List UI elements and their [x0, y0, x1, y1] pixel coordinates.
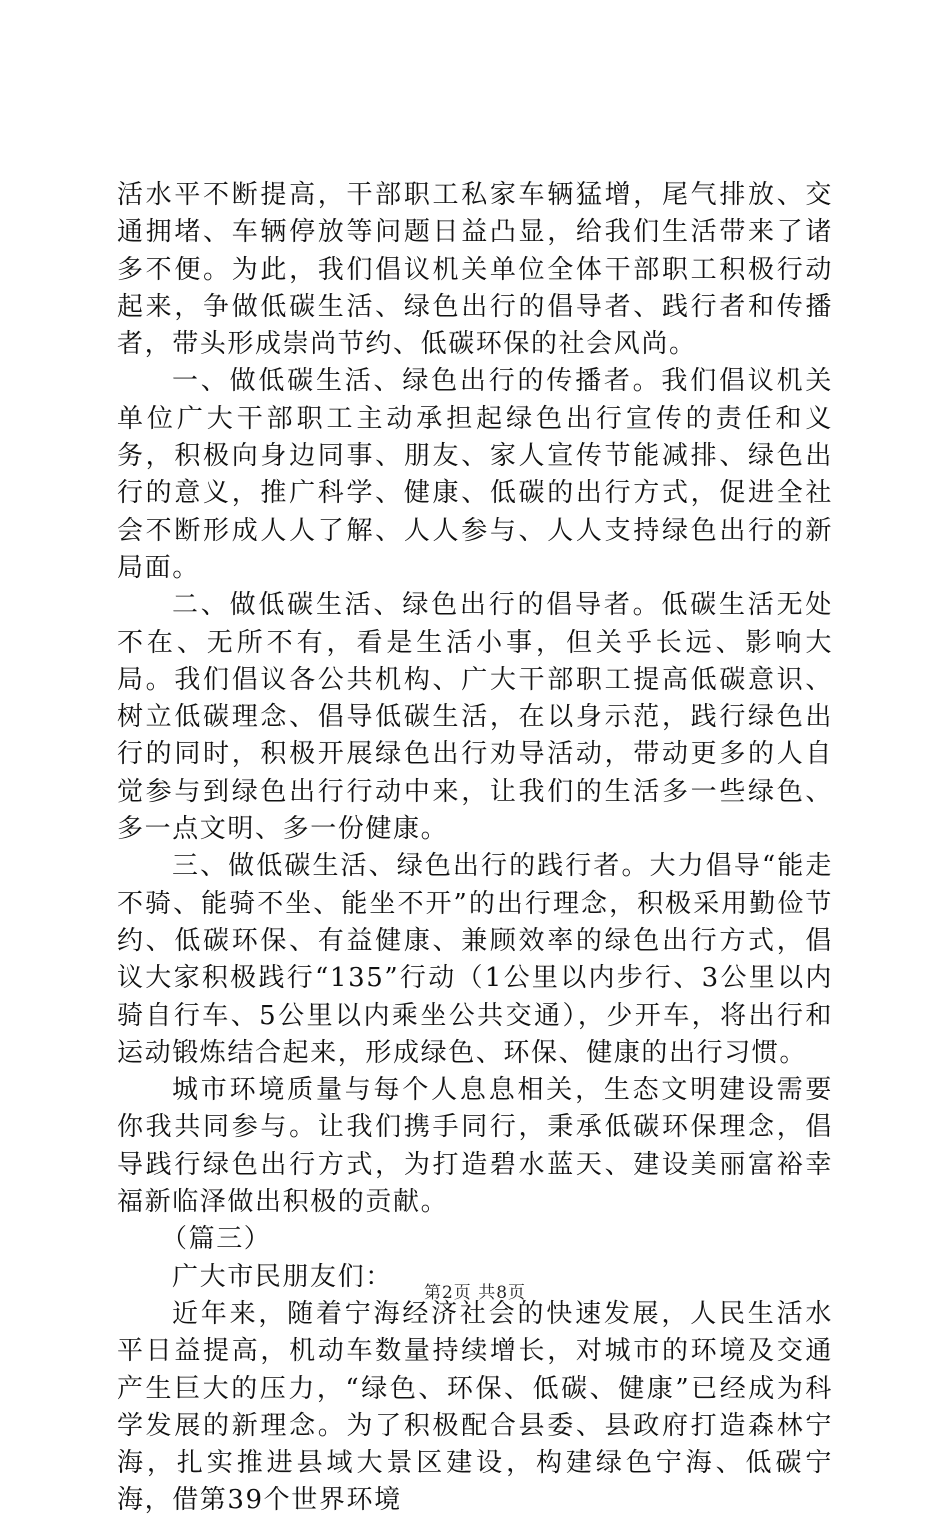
paragraph-intro: 近年来，随着宁海经济社会的快速发展，人民生活水平日益提高，机动车数量持续增长，对城市的环境及交通产生巨大的压力，“绿色、环保、低碳、健康”已经成为科学发展的新理念。为了积极配合县委、县政府打造森林宁海，扎实推进县域大景区建设，构建绿色宁海、低碳宁海，借第39个世界环境: [117, 1298, 833, 1516]
page-footer: 第2页 共8页: [423, 1283, 527, 1303]
paragraph-section-two: 二、做低碳生活、绿色出行的倡导者。低碳生活无处不在、无所不有，看是生活小事，但关乎长远、影响大局。我们倡议各公共机构、广大干部职工提高低碳意识、树立低碳理念、倡导低碳生活，在以身示范，践行绿色出行的同时，积极开展绿色出行劝导活动，带动更多的人自觉参与到绿色出行行动中来，让我们的生活多一些绿色、多一点文明、多一份健康。: [117, 590, 833, 845]
paragraph-section-one: 一、做低碳生活、绿色出行的传播者。我们倡议机关单位广大干部职工主动承担起绿色出行宣传的责任和义务，积极向身边同事、朋友、家人宣传节能减排、绿色出行的意义，推广科学、健康、低碳的出行方式，促进全社会不断形成人人了解、人人参与、人人支持绿色出行的新局面。: [117, 366, 833, 583]
paragraph-closing: 城市环境质量与每个人息息相关，生态文明建设需要你我共同参与。让我们携手同行，秉承低碳环保理念，倡导践行绿色出行方式，为打造碧水蓝天、建设美丽富裕幸福新临泽做出积极的贡献。: [117, 1075, 833, 1218]
section-marker: （篇三）: [161, 1224, 272, 1255]
paragraph-continued: 活水平不断提高，干部职工私家车辆猛增，尾气排放、交通拥堵、车辆停放等问题日益凸显，给我们生活带来了诸多不便。为此，我们倡议机关单位全体干部职工积极行动起来，争做低碳生活、绿色出行的倡导者、践行者和传播者，带头形成崇尚节约、低碳环保的社会风尚。: [117, 180, 833, 360]
document-body: [117, 177, 833, 1520]
paragraph-section-three: 三、做低碳生活、绿色出行的践行者。大力倡导“能走不骑、能骑不坐、能坐不开”的出行理念，积极采用勤俭节约、低碳环保、有益健康、兼顾效率的绿色出行方式，倡议大家积极践行“135”行动（1公里以内步行、3公里以内骑自行车、5公里以内乘坐公共交通），少开车，将出行和运动锻炼结合起来，形成绿色、环保、健康的出行习惯。: [117, 851, 833, 1068]
salutation: 广大市民朋友们：: [172, 1261, 393, 1292]
